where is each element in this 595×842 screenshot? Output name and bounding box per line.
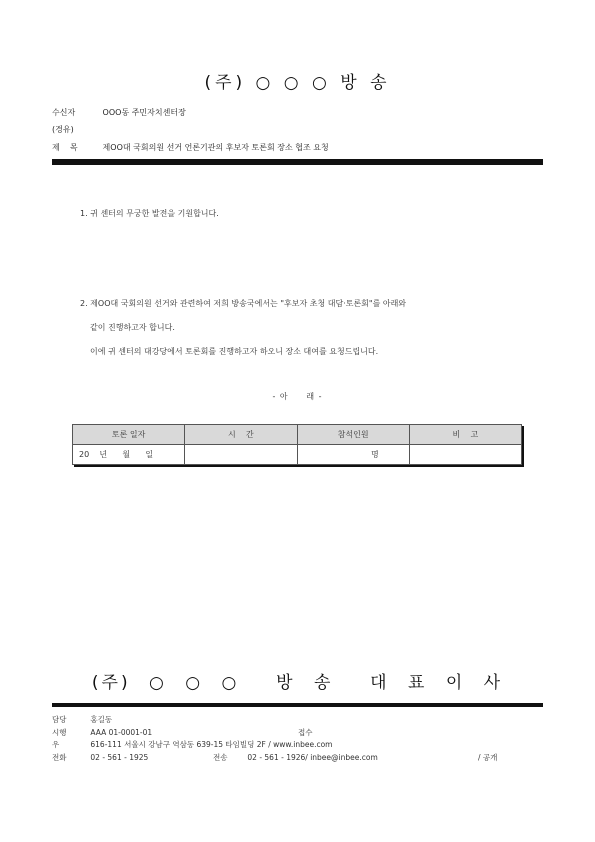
table-row [73,445,522,465]
notice-heading: - 아 래 - [272,392,323,401]
recipient-row [52,107,186,118]
footer-phone-label: 전화 [52,753,67,762]
table-cell-date[interactable]: 20 년 월 일 [73,445,185,465]
body-item-2-line-1: 2. 제OO대 국회의원 선거와 관련하여 저희 방송국에서는 "후보자 초청 대담·토론회"를 아래와 [80,299,407,308]
recipient-label: 수신자 [52,108,76,117]
table-cell-remarks[interactable] [409,445,521,465]
subject-label: 제 목 [52,143,78,152]
via-label: (경유) [52,125,74,134]
footer-public-label: / 공개 [478,753,498,762]
document-title: (주) ○ ○ ○ 방 송 [204,73,391,93]
table-header-remarks: 비 고 [409,425,521,445]
footer-exec-row [52,727,152,738]
subject-value: 제OO대 국회의원 선거 언론기관의 후보자 토론회 장소 협조 요청 [102,143,329,152]
footer-fax-row [213,752,378,763]
footer-manager-row [52,714,112,725]
table-header-time: 시 간 [185,425,297,445]
table-cell-time[interactable] [185,445,297,465]
footer-address-label: 우 [52,740,60,749]
recipient-value: OOO동 주민자치센터장 [102,108,186,117]
schedule-table [72,424,522,465]
footer-manager-value: 홍길동 [90,715,113,724]
table-cell-attendees[interactable]: 명 [297,445,409,465]
footer-divider [52,703,543,707]
closing-signature: (주) ○ ○ ○ 방 송 대 표 이 사 [91,673,504,693]
body-item-2-line-3: 이에 귀 센터의 대강당에서 토론회를 진행하고자 하오니 장소 대여를 요청드립니다. [90,347,379,356]
footer-fax-value: 02 - 561 - 1926/ inbee@inbee.com [247,753,378,762]
footer-address-value: 616-111 서울시 강남구 역삼동 639-15 타임빌딩 2F / www.inbee.com [90,740,333,749]
body-item-1: 1. 귀 센터의 무궁한 발전을 기원합니다. [80,209,219,218]
header-divider [52,159,543,165]
footer-exec-value: AAA 01-0001-01 [90,728,153,737]
table-header-date: 토론 일자 [73,425,185,445]
footer-phone-value: 02 - 561 - 1925 [90,753,149,762]
body-item-2-line-2: 같이 진행하고자 합니다. [90,323,175,332]
via-row [52,124,92,135]
subject-row [52,142,329,153]
footer-manager-label: 담당 [52,715,67,724]
footer-receipt-label: 접수 [298,728,313,737]
footer-phone-row [52,752,148,763]
footer-fax-label: 전송 [213,753,228,762]
footer-exec-label: 시행 [52,728,67,737]
table-header-attendees: 참석인원 [297,425,409,445]
footer-address-row [52,739,333,750]
table-header-row [73,425,522,445]
